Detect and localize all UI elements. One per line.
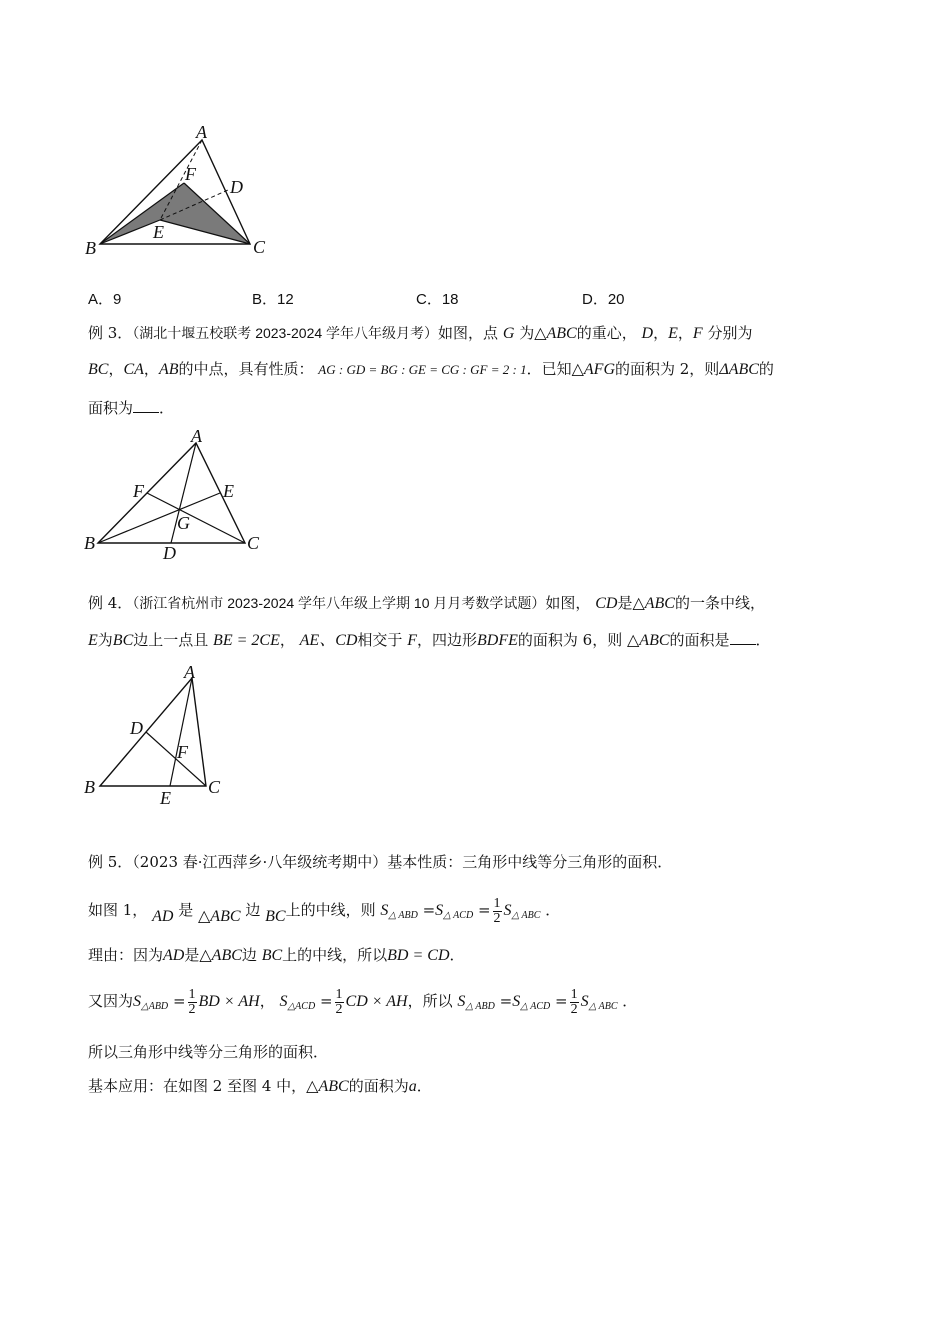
- ex3-line1: 例 3．（湖北十堰五校联考 2023-2024 学年八年级月考）如图，点 G 为△ABC的重心， D，E，F 分别为: [88, 324, 753, 342]
- ex3-line2: BC，CA，AB的中点，具有性质： AG : GD = BG : GE = CG : GF = 2 : 1．已知△AFG的面积为 2，则ΔABC的: [88, 360, 774, 378]
- ex4-line1: 例 4．（浙江省杭州市 2023-2024 学年八年级上学期 10 月月考数学试题）如图， CD是△ABC的一条中线，: [88, 594, 765, 612]
- figure-ex3-centroid: [80, 425, 270, 565]
- figure-1-triangle: [80, 118, 280, 263]
- answer-blank: [133, 398, 159, 413]
- label-d: D: [130, 718, 143, 738]
- label-f: F: [177, 742, 188, 762]
- label-a: A: [184, 662, 195, 682]
- ex4-line2: E为BC边上一点且 BE = 2CE， AE、CD相交于 F，四边形BDFE的面积为 6，则 △ABC的面积是 ．: [88, 631, 771, 649]
- ex5-line5: 所以三角形中线等分三角形的面积．: [88, 1043, 329, 1061]
- label-a: A: [191, 426, 202, 446]
- label-a: A: [196, 122, 207, 142]
- option-a: A．9: [88, 291, 122, 308]
- option-b: B．12: [252, 291, 294, 308]
- label-f: F: [133, 481, 144, 501]
- label-d: D: [230, 177, 243, 197]
- label-e: E: [223, 481, 234, 501]
- label-g: G: [177, 513, 190, 533]
- ex5-line2: 如图 1， AD 是 △ABC 边 BC上的中线，则 $S_{\triangle ABD} =S_{\triangle ACD}$ = $\frac{1}{2}$ $S_{\triangle ABC}$ ．: [88, 895, 561, 926]
- option-c: C．18: [416, 291, 459, 308]
- ex5-line1: 例 5．（2023 春·江西萍乡·八年级统考期中）基本性质：三角形中线等分三角形的面积．: [88, 853, 673, 871]
- ex3-line3: 面积为 ．: [88, 399, 175, 417]
- ex5-line4: 又因为$S_{\triangle ABD}$ = $\frac{1}{2}$ BD × AH， $S_{\triangle ACD}$ = $\frac{1}{2}$ CD × AH，所以 $S_{\triangle ABD} =S_{\triangle ACD}$ = $\frac{1}{2}$ $S_{\triangle ABC}$ ．: [88, 986, 638, 1017]
- label-c: C: [247, 533, 260, 553]
- answer-blank: [730, 630, 756, 645]
- figure-ex4: [80, 660, 240, 810]
- label-d: D: [163, 543, 176, 563]
- label-c: C: [253, 237, 266, 257]
- label-c: C: [208, 777, 221, 797]
- label-e: E: [153, 222, 164, 242]
- label-b: B: [85, 238, 96, 258]
- ex5-line6: 基本应用：在如图 2 至图 4 中，△ABC的面积为a．: [88, 1077, 432, 1095]
- option-d: D．20: [582, 291, 625, 308]
- label-b: B: [84, 777, 95, 797]
- label-b: B: [84, 533, 95, 553]
- ex5-line3: 理由：因为AD是△ABC边 BC上的中线，所以BD = CD．: [88, 946, 465, 964]
- label-e: E: [160, 788, 171, 808]
- label-f: F: [185, 164, 196, 184]
